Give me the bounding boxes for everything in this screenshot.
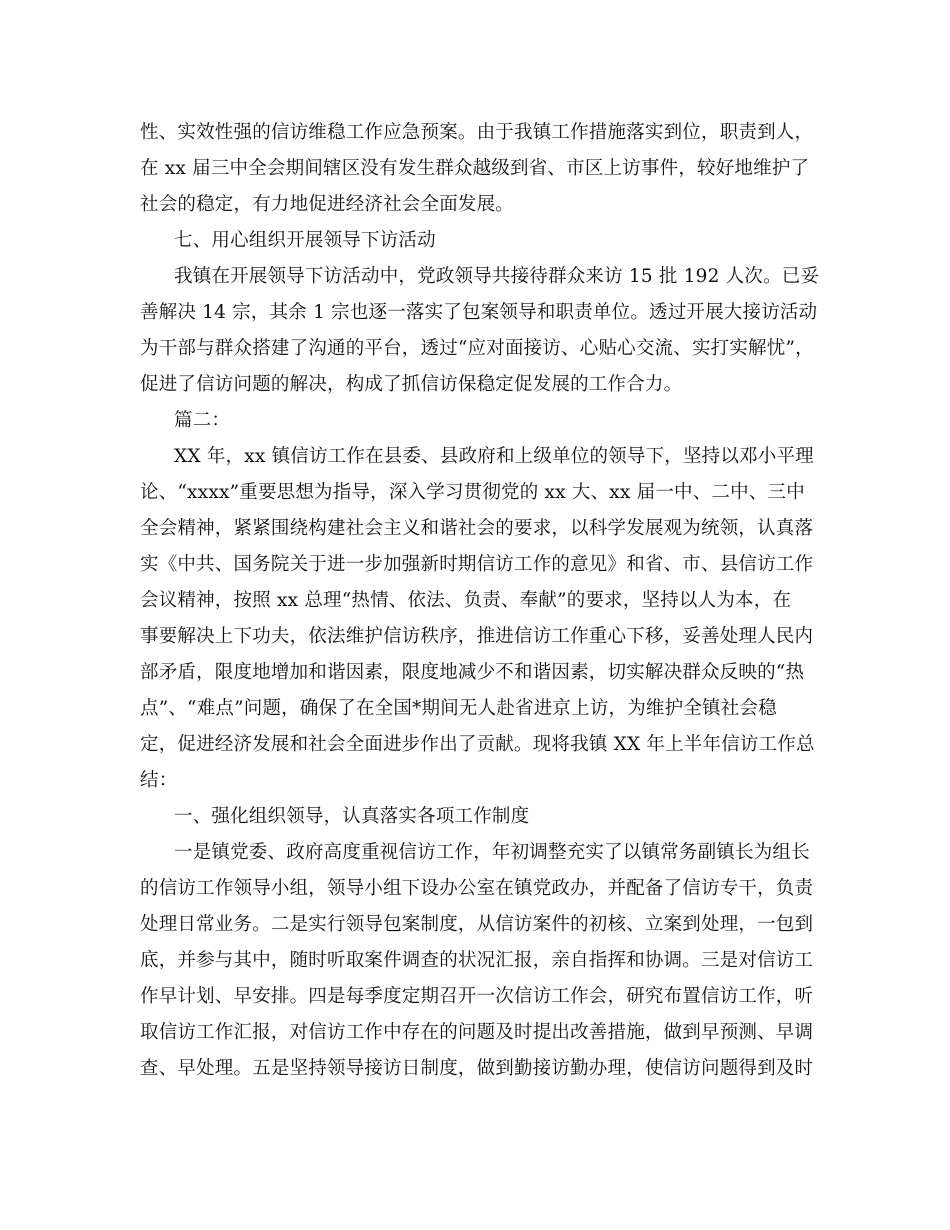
section-heading: 一、强化组织领导，认真落实各项工作制度 bbox=[174, 806, 530, 827]
body-text-line: 点”、“难点”问题，确保了在全国*期间无人赴省进京上访，为维护全镇社会稳 bbox=[140, 698, 777, 719]
body-text-line: XX 年，xx 镇信访工作在县委、县政府和上级单位的领导下，坚持以邓小平理 bbox=[174, 446, 814, 467]
part-heading: 篇二： bbox=[174, 410, 231, 431]
body-text-line: 性、实效性强的信访维稳工作应急预案。由于我镇工作措施落实到位，职责到人， bbox=[140, 122, 814, 143]
body-text-line: 作早计划、早安排。四是每季度定期召开一次信访工作会，研究布置信访工作，听 bbox=[140, 986, 814, 1007]
body-text-line: 会议精神，按照 xx 总理“热情、依法、负责、奉献”的要求，坚持以人为本，在 bbox=[140, 590, 792, 611]
body-text-line: 全会精神，紧紧围绕构建社会主义和谐社会的要求，以科学发展观为统领，认真落 bbox=[140, 518, 814, 539]
body-text-line: 定，促进经济发展和社会全面进步作出了贡献。现将我镇 XX 年上半年信访工作总 bbox=[140, 734, 815, 755]
body-text-line: 论、“xxxx”重要思想为指导，深入学习贯彻党的 xx 大、xx 届一中、二中、三中 bbox=[140, 482, 805, 503]
body-text-line: 我镇在开展领导下访活动中，党政领导共接待群众来访 15 批 192 人次。已妥 bbox=[174, 266, 820, 287]
body-text-line: 的信访工作领导小组，领导小组下设办公室在镇党政办，并配备了信访专干，负责 bbox=[140, 878, 814, 899]
body-text-line: 底，并参与其中，随时听取案件调查的状况汇报，亲自指挥和协调。三是对信访工 bbox=[140, 950, 814, 971]
body-text-line: 结： bbox=[140, 770, 178, 791]
body-text-line: 为干部与群众搭建了沟通的平台，透过“应对面接访、心贴心交流、实打实解忧”， bbox=[140, 338, 814, 359]
body-text-line: 取信访工作汇报，对信访工作中存在的问题及时提出改善措施，做到早预测、早调 bbox=[140, 1022, 814, 1043]
body-text-line: 促进了信访问题的解决，构成了抓信访保稳定促发展的工作合力。 bbox=[140, 374, 683, 395]
body-text-line: 部矛盾，限度地增加和谐因素，限度地减少不和谐因素，切实解决群众反映的“热 bbox=[140, 662, 805, 683]
body-text-line: 社会的稳定，有力地促进经济社会全面发展。 bbox=[140, 194, 515, 215]
body-text-line: 事要解决上下功夫，依法维护信访秩序，推进信访工作重心下移，妥善处理人民内 bbox=[140, 626, 814, 647]
body-text-line: 查、早处理。五是坚持领导接访日制度，做到勤接访勤办理，使信访问题得到及时 bbox=[140, 1058, 814, 1079]
section-heading: 七、用心组织开展领导下访活动 bbox=[174, 230, 436, 251]
body-text-line: 实《中共、国务院关于进一步加强新时期信访工作的意见》和省、市、县信访工作 bbox=[140, 554, 814, 575]
body-text-line: 在 xx 届三中全会期间辖区没有发生群众越级到省、市区上访事件，较好地维护了 bbox=[140, 158, 810, 179]
body-text-line: 一是镇党委、政府高度重视信访工作，年初调整充实了以镇常务副镇长为组长 bbox=[174, 842, 810, 863]
body-text-line: 处理日常业务。二是实行领导包案制度，从信访案件的初核、立案到处理，一包到 bbox=[140, 914, 814, 935]
body-text-line: 善解决 14 宗，其余 1 宗也逐一落实了包案领导和职责单位。透过开展大接访活动 bbox=[140, 302, 818, 323]
